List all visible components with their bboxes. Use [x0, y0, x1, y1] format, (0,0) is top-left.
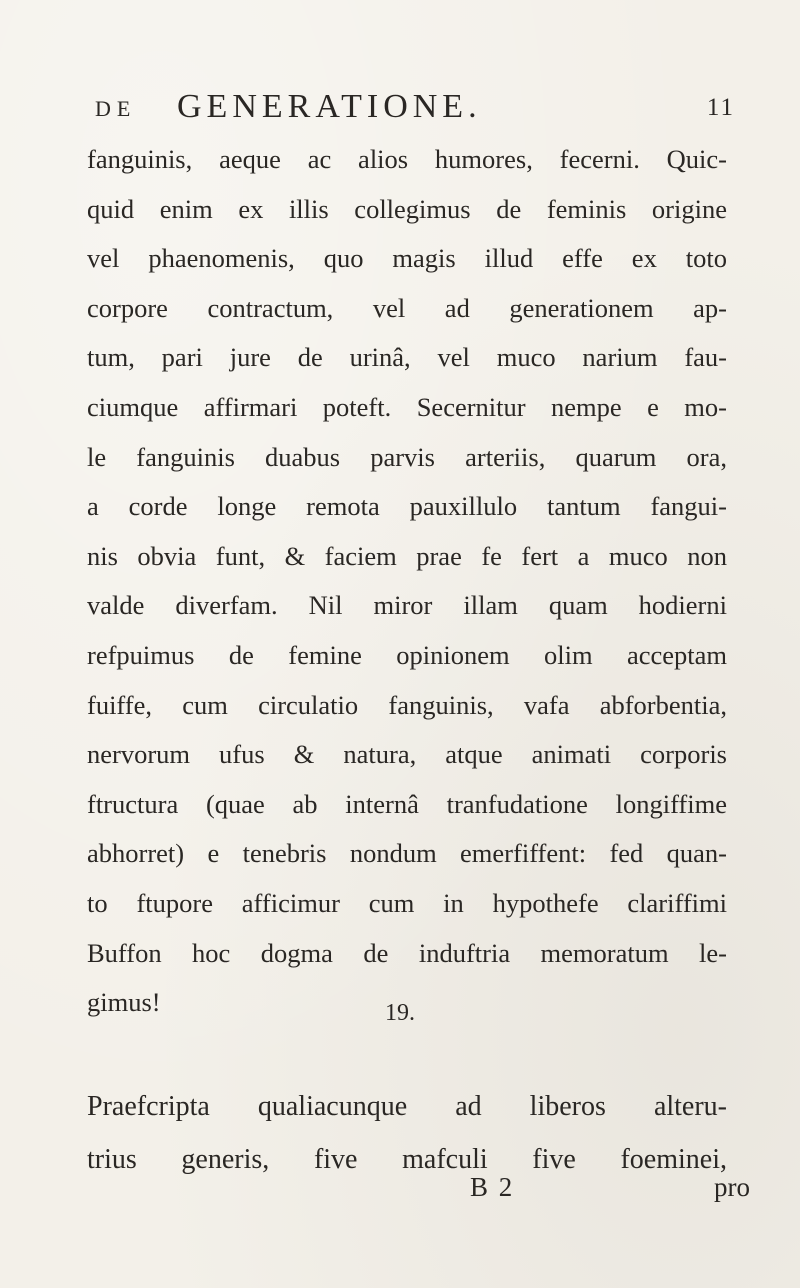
text-line: refpuimus de femine opinionem olim acceptam	[87, 639, 727, 670]
text-line: le fanguinis duabus parvis arteriis, quarum ora,	[87, 441, 727, 472]
running-head-prefix: DE	[95, 96, 137, 121]
text-line: ftructura (quae ab internâ tranfudatione longiffime	[87, 788, 727, 819]
running-head-title: GENERATIONE.	[177, 88, 482, 125]
text-line: corpore contractum, vel ad generationem ap-	[87, 292, 727, 323]
page-number: 11	[706, 94, 735, 121]
body-text-section-19	[87, 1080, 727, 1186]
text-line: gimus!	[87, 987, 161, 1018]
text-line: quid enim ex illis collegimus de feminis origine	[87, 193, 727, 224]
text-line: fuiffe, cum circulatio fanguinis, vafa abforbentia,	[87, 689, 727, 720]
body-text	[87, 135, 727, 1028]
text-line: vel phaenomenis, quo magis illud effe ex toto	[87, 243, 727, 274]
text-line: nis obvia funt, & faciem prae fe fert a muco non	[87, 540, 727, 571]
text-line: to ftupore afficimur cum in hypothefe clariffimi	[87, 887, 727, 918]
text-line: abhorret) e tenebris nondum emerfiffent: fed quan-	[87, 838, 727, 869]
signature-mark: B 2	[470, 1172, 515, 1202]
text-line: nervorum ufus & natura, atque animati corporis	[87, 739, 727, 770]
text-line: a corde longe remota pauxillulo tantum fangui-	[87, 491, 727, 522]
text-line: tum, pari jure de urinâ, vel muco narium fau-	[87, 342, 727, 373]
section-number: 19.	[385, 1000, 415, 1026]
footer-row	[470, 1172, 750, 1212]
text-line: fanguinis, aeque ac alios humores, fecerni. Quic-	[87, 144, 727, 174]
text-line: ciumque affirmari poteft. Secernitur nempe e mo-	[87, 391, 727, 422]
running-head	[95, 88, 735, 128]
text-line: valde diverfam. Nil miror illam quam hodierni	[87, 590, 727, 621]
text-line: Buffon hoc dogma de induftria memoratum le-	[87, 937, 727, 968]
text-line: trius generis, five mafculi five foeminei,	[87, 1144, 727, 1175]
text-line: Praefcripta qualiacunque ad liberos alteru-	[87, 1091, 727, 1122]
catchword: pro	[714, 1172, 750, 1202]
